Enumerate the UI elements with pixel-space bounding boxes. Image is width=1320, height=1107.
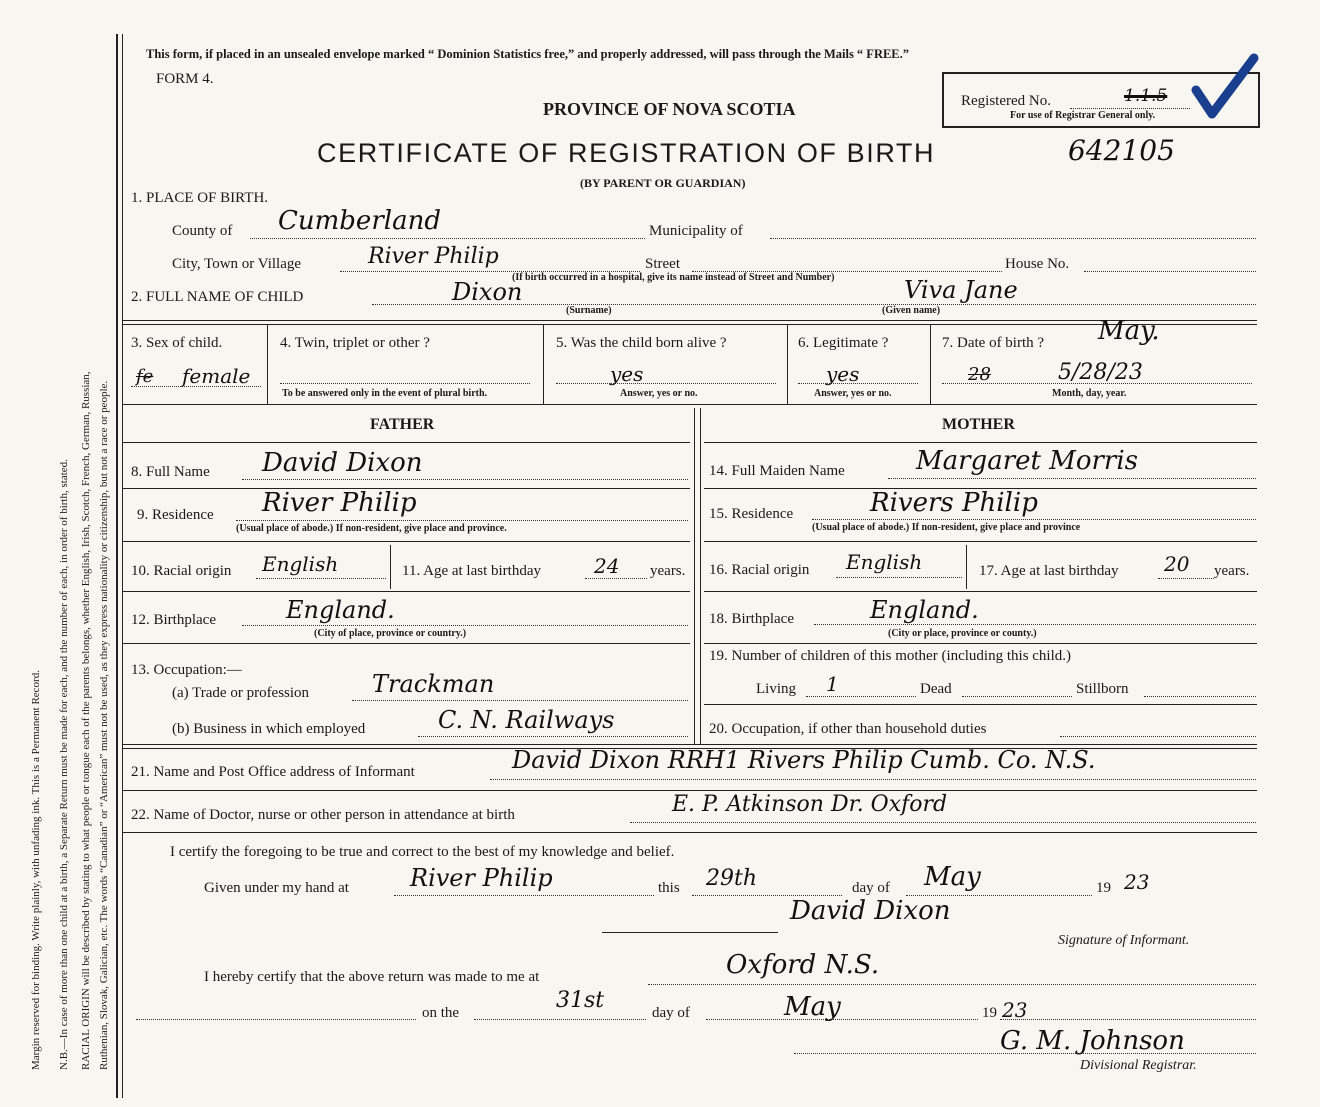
mother-row-rule-3 [704,591,1257,592]
child-name-label: 2. FULL NAME OF CHILD [131,289,304,305]
mail-notice: This form, if placed in an unsealed envelope marked “ Dominion Statistics free,” and properly addressed, will pass through the Mails “ FREE.” [146,47,910,61]
sex-value: female [182,364,251,388]
business-value: C. N. Railways [438,706,615,734]
margin-note-1: Margin reserved for binding. Write plainly, with unfading ink. This is a Permanent Record. [30,670,42,1070]
father-race-value: English [262,552,339,576]
place-of-birth-heading: 1. PLACE OF BIRTH. [131,190,269,206]
informant-signature-line [602,932,778,933]
house-line [1084,271,1256,272]
county-label: County of [172,223,233,239]
business-label: (b) Business in which employed [172,721,366,737]
checkmark-icon [1190,52,1260,122]
reg-month-line [706,1019,978,1020]
mother-residence-line [812,519,1256,520]
dob-month-value: May. [1098,316,1160,346]
doctor-rule [123,832,1257,833]
reg-day-line [474,1019,646,1020]
this-label: this [658,880,680,896]
registrar-signature-line [794,1053,1256,1054]
doctor-line [630,822,1256,823]
surname-caption: (Surname) [566,305,612,316]
father-age-value: 24 [594,554,620,578]
father-residence-label: 9. Residence [137,507,214,523]
dead-label: Dead [920,681,952,697]
father-birthplace-line [242,625,688,626]
mother-birthplace-note: (City or place, province or county.) [888,628,1037,639]
trade-value: Trackman [372,670,495,698]
stillborn-line [1144,696,1256,697]
mother-row-rule-4 [704,643,1257,644]
father-row-rule-4 [123,643,690,644]
mother-heading-rule [704,442,1257,443]
row-divider-bottom [123,404,1257,405]
mother-row-rule-5 [704,704,1257,705]
father-residence-line [236,520,688,521]
dob-label: 7. Date of birth ? [942,335,1045,351]
alive-value: yes [610,362,644,386]
given-at-line [394,895,654,896]
mother-residence-label: 15. Residence [709,506,794,522]
children-label: 19. Number of children of this mother (including this child.) [709,648,1072,664]
dob-line [942,383,1252,384]
mother-race-value: English [846,550,923,574]
father-age-years: years. [650,563,686,579]
county-line [250,238,645,239]
mother-name-line [888,478,1256,479]
county-value: Cumberland [278,206,441,236]
year1-label: 19 [1096,880,1111,896]
registrar-at-line [648,984,1256,985]
legitimate-line [798,383,918,384]
informant-label: 21. Name and Post Office address of Informant [131,764,415,780]
reg-day-of-label: day of [652,1005,690,1021]
year1-value: 23 [1124,870,1150,894]
certificate-title: CERTIFICATE OF REGISTRATION OF BIRTH [317,138,936,168]
margin-border [116,34,118,1098]
col-sep-1 [267,325,268,404]
house-label: House No. [1005,256,1070,272]
reg-day-value: 31st [556,988,605,1013]
mother-race-line [836,577,962,578]
sex-value-struck: fe [136,366,154,387]
year2-line [1000,1019,1256,1020]
certificate-subtitle: (BY PARENT OR GUARDIAN) [580,176,746,190]
father-birthplace-label: 12. Birthplace [131,612,216,628]
father-birthplace-note: (City of place, province or country.) [314,628,467,639]
child-given-name: Viva Jane [904,276,1018,304]
col-sep-3 [787,325,788,404]
father-row-rule-2 [123,541,690,542]
mother-birthplace-label: 18. Birthplace [709,611,794,627]
sex-line [131,386,261,387]
living-label: Living [756,681,796,697]
sex-label: 3. Sex of child. [131,335,223,351]
registrar-cert-label: I hereby certify that the above return was made to me at [204,969,540,985]
mother-birthplace-line [814,624,1256,625]
informant-signature: David Dixon [790,896,951,926]
legitimate-label: 6. Legitimate ? [798,335,889,351]
mother-birthplace-value: England. [870,596,979,624]
col-sep-2 [543,325,544,404]
city-label: City, Town or Village [172,256,302,272]
registered-label: Registered No. [961,93,1051,109]
registrar-signature: G. M. Johnson [1000,1026,1185,1056]
municipality-line [770,238,1256,239]
row-divider-top [123,320,1257,325]
registered-number-struck: 1.1.5 [1124,86,1168,106]
father-residence-note: (Usual place of abode.) If non-resident, give place and province. [236,523,507,534]
twin-line [280,383,530,384]
margin-note-4: Ruthenian, Slovak, Galician, etc. The words “Canadian” or “American” must not be used, as they express nationality or citizenship, but not a race or people. [98,380,110,1070]
month-value: May [924,862,981,892]
year2-value: 23 [1002,998,1028,1022]
mother-race-sep [966,545,967,589]
mother-row-rule-2 [704,541,1257,542]
street-label: Street [645,256,680,272]
on-the-label: on the [422,1005,460,1021]
father-race-sep [390,545,391,589]
doctor-label: 22. Name of Doctor, nurse or other person in attendance at birth [131,807,515,823]
occupation-label: 13. Occupation:— [131,662,242,678]
mother-race-label: 16. Racial origin [709,562,810,578]
twin-note: To be answered only in the event of plural birth. [282,388,488,399]
child-surname: Dixon [452,278,523,306]
col-sep-4 [930,325,931,404]
alive-label: 5. Was the child born alive ? [556,335,727,351]
mother-residence-value: Rivers Philip [870,488,1038,518]
mother-age-years: years. [1214,563,1250,579]
living-value: 1 [826,672,839,696]
trade-label: (a) Trade or profession [172,685,310,701]
given-at-value: River Philip [410,864,553,892]
father-age-line [585,578,647,579]
registered-line [1070,108,1190,109]
given-caption: (Given name) [882,305,941,316]
informant-line [490,779,1256,780]
father-birthplace-value: England. [286,596,395,624]
dead-line [962,696,1072,697]
doctor-value: E. P. Atkinson Dr. Oxford [672,792,948,817]
year2-label: 19 [982,1005,997,1021]
informant-rule [123,790,1257,791]
reg-month-value: May [784,992,841,1022]
certificate-number: 642105 [1068,134,1175,167]
father-age-label: 11. Age at last birthday [402,563,541,579]
mother-name-value: Margaret Morris [916,446,1139,476]
registrar-at-value: Oxford N.S. [726,950,880,980]
alive-line [556,383,776,384]
father-name-value: David Dixon [262,448,423,478]
mother-age-value: 20 [1164,552,1190,576]
given-hand-label: Given under my hand at [204,880,349,896]
mother-name-label: 14. Full Maiden Name [709,463,845,479]
stillborn-label: Stillborn [1076,681,1129,697]
living-line [806,696,916,697]
father-race-label: 10. Racial origin [131,563,232,579]
dob-value-struck: 28 [968,364,991,385]
certify-statement: I certify the foregoing to be true and correct to the best of my knowledge and belief. [170,844,675,860]
day-of-label: day of [852,880,890,896]
business-line [418,736,688,737]
province-title: PROVINCE OF NOVA SCOTIA [543,99,796,119]
father-heading-rule [123,442,690,443]
registered-note: For use of Registrar General only. [1010,110,1156,121]
registrar-caption: Divisional Registrar. [1080,1058,1197,1073]
mother-age-label: 17. Age at last birthday [979,563,1119,579]
dob-value: 5/28/23 [1058,360,1143,385]
mother-age-line [1158,578,1214,579]
margin-note-3: RACIAL ORIGIN will be described by stating to what people or tongue each of the parents belongs, whether English, Irish, Scotch, French, German, Russian, [80,371,92,1070]
city-value: River Philip [368,244,499,269]
alive-note: Answer, yes or no. [620,388,698,399]
mother-occupation-label: 20. Occupation, if other than household duties [709,721,987,737]
legitimate-value: yes [826,362,860,386]
parents-divider-2 [700,408,701,744]
mother-residence-note: (Usual place of abode.) If non-resident, give place and province [812,522,1081,533]
father-row-rule-3 [123,591,690,592]
municipality-label: Municipality of [649,223,743,239]
father-residence-value: River Philip [262,488,417,518]
trade-line [352,700,688,701]
informant-value: David Dixon RRH1 Rivers Philip Cumb. Co. N.S. [512,746,1096,774]
father-name-line [242,479,688,480]
margin-border-inner [122,34,123,1098]
father-name-label: 8. Full Name [131,464,210,480]
informant-signature-caption: Signature of Informant. [1058,933,1190,948]
form-number: FORM 4. [156,71,214,87]
dob-note: Month, day, year. [1052,388,1127,399]
legitimate-note: Answer, yes or no. [814,388,892,399]
margin-note-2: N.B.—In case of more than one child at a birth, a Separate Return must be made for each, and the number of each, in order of birth, stated. [58,459,70,1070]
mother-occupation-line [1060,736,1256,737]
mother-heading: MOTHER [942,416,1015,433]
father-heading: FATHER [370,416,435,433]
hospital-note: (If birth occurred in a hospital, give its name instead of Street and Number) [512,272,835,283]
father-race-line [256,578,386,579]
on-the-lead-line [136,1019,416,1020]
day-value: 29th [706,866,758,891]
parents-divider [694,408,695,744]
twin-label: 4. Twin, triplet or other ? [280,335,430,351]
